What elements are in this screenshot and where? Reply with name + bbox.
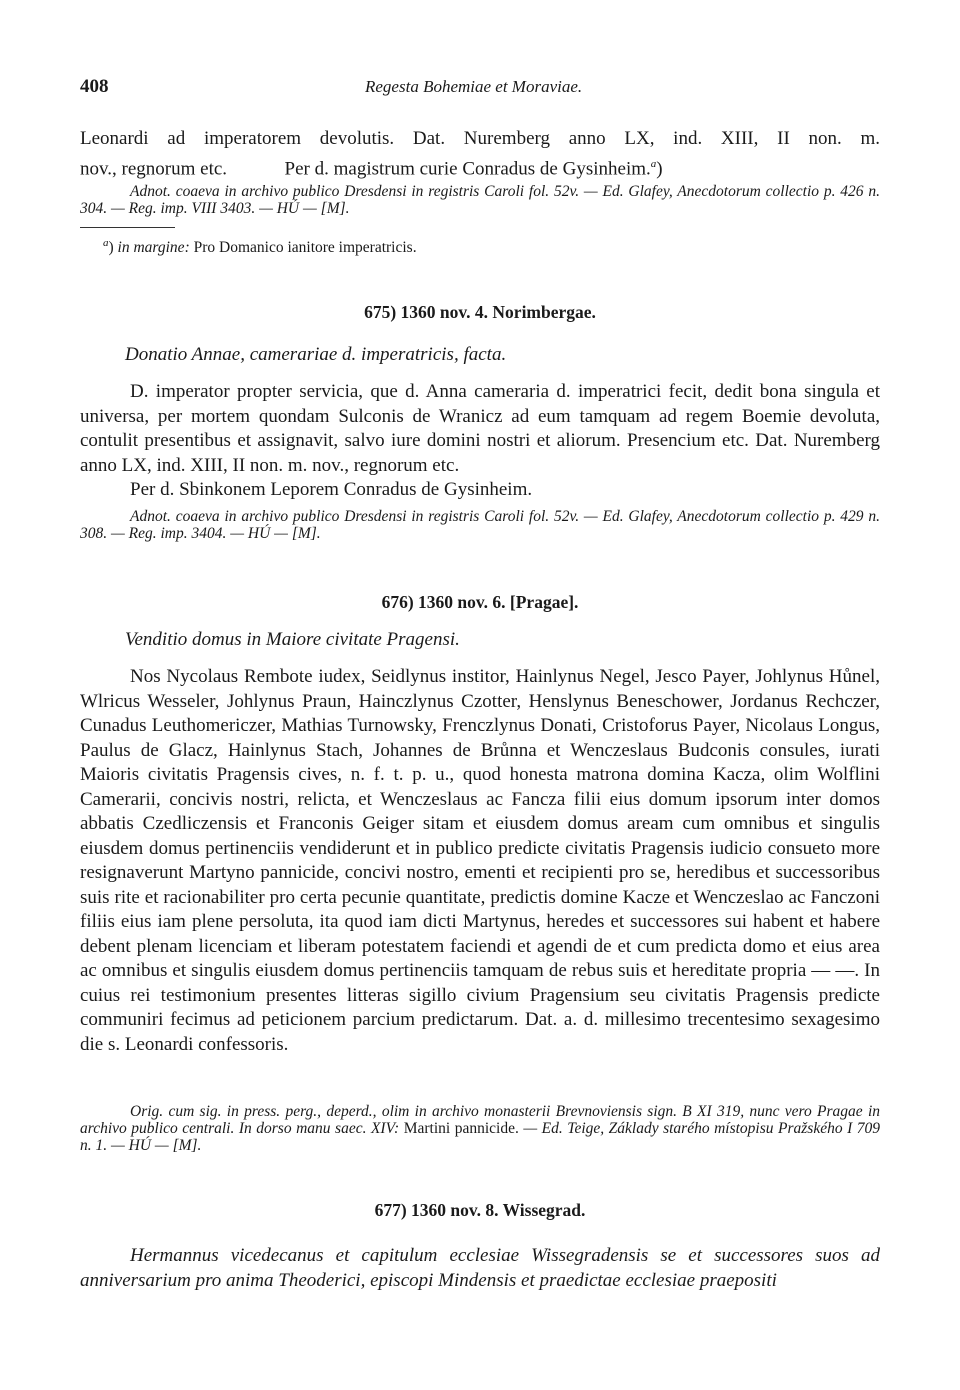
page-number: 408 <box>80 76 109 97</box>
entry-674-tail <box>80 127 880 181</box>
entry-677-heading: 677) 1360 nov. 8. Wissegrad. <box>374 1200 586 1220</box>
page-header <box>80 76 880 102</box>
entry-675-heading-block <box>80 302 880 323</box>
entry-674-text-line2a: nov., regnorum etc. <box>80 157 228 179</box>
entry-677-regest: Hermannus vicedecanus et capitulum ecclesiae Wissegradensis se et successores suos ad anniversarium pro anima Theoderici, episcopi Mindensis et praedictae ecclesiae praepositi <box>80 1245 880 1291</box>
entry-676-note-c: — Ed. Teige, Základy starého místopisu Pražského I 709 n. 1. — HÚ — [M]. <box>80 1120 881 1154</box>
entry-674-footnote <box>80 235 880 256</box>
entry-674-edition-note: Adnot. coaeva in archivo publico Dresdensi in registris Caroli fol. 52v. — Ed. Glafey, Anecdotorum collectio p. 426 n. 304. — Reg. imp. VIII 3403. — HÚ — [M]. <box>80 183 880 217</box>
entry-676-body <box>80 665 880 1057</box>
footnote: $^a$) in margine: Pro Domanico ianitore imperatricis. <box>103 237 417 257</box>
footnote-ref: a <box>650 157 657 170</box>
footnote-marker: a <box>103 237 109 249</box>
entry-676-regest: Venditio domus in Maiore civitate Pragensi. <box>125 629 460 650</box>
entry-675-heading: 675) 1360 nov. 4. Norimbergae. <box>364 302 596 322</box>
footnote-italic: in margine: <box>117 239 190 257</box>
entry-675-note-block <box>80 508 880 542</box>
entry-675-body-p1: D. imperator propter servicia, que d. Anna cameraria d. imperatrici fecit, dedit bona singula et universa, per mortem quondam Sulconis de Wranicz ad eum tamquam ad regem Boemie devoluta, contulit presentibus et assignavit, salvo iure domini nostri et aliorum. Presencium etc. Dat. Nuremberg anno LX, ind. XIII, II non. m. nov., regnorum etc. <box>80 381 880 476</box>
entry-675-regest-block <box>80 342 880 367</box>
entry-676-body-text: Nos Nycolaus Rembote iudex, Seidlynus institor, Hainlynus Negel, Jesco Payer, Johlynus Hůnel, Wlricus Wesseler, Johlynus Praun, Hainczlynus Czotter, Henslynus Beneschower, Jordanus Rechczer, Cunadus Leuthomericzer, Mathias Turnowsky, Frenczlynus Donati, Cristoforus Payer, Nicolaus Longus, Paulus de Glacz, Hainlynus Stach, Johannes de Brůnna et Wenczeslaus Budconis consules, iurati Maioris civitatis Pragensis cives, n. f. t. p. u., quod honesta matrona domina Kacza, olim Wolflini Camerarii, concivis nostri, relicta, et Wenczeslaus ac Fancza filii eius domum ipsorum inter domos abbatis Czedliczensis et Franconis Geiger sitam et eiusdem domus aream cum omnibus et singulis eiusdem domus pertinenciis vendiderunt et in publico predicte civitatis Pragensis iudicio consueto more resignaverunt Martyno pannicide, concivi nostro, ementi et recipienti pro se, heredibus et successoribus suis rite et racionabiliter pro certa pecunie quantitate, predictis domine Kacze et Wenczeslao ac Fanczoni filiis eius iam plene persoluta, ita quod iam dicti Martynus, heredes et successores sui habent et habere debent plenam licenciam et liberam potestatem faciendi et agendi de et cum predicta domo et eius area ac omnibus et singulis eiusdem domus pertinenciis tamquam de rebus suis et hereditate propria — —. In cuius rei testimonium presentes litteras sigillo civium Pragensium seu civitatis Pragensis predicte communiri fecimus ad peticionem parcium predictarum. Dat. a. d. millesimo trecentesimo sexagesimo die s. Leonardi confessoris. <box>80 666 880 1055</box>
entry-676-heading: 676) 1360 nov. 6. [Pragae]. <box>381 592 579 612</box>
entry-674-note <box>80 183 880 217</box>
footnote-text: Pro Domanico ianitore imperatricis. <box>193 239 417 257</box>
footnote-rule <box>80 227 175 228</box>
entry-674-text-line2: nov., regnorum etc. Per d. magistrum curie Conradus de Gysinheim.$^a$) <box>80 157 663 179</box>
entry-677-regest-block <box>80 1243 880 1293</box>
entry-676-regest-block <box>80 627 880 652</box>
entry-674-text-line2b: Per d. magistrum curie Conradus de Gysinheim. <box>284 157 651 179</box>
entry-675-body-p2: Per d. Sbinkonem Leporem Conradus de Gysinheim. <box>130 479 533 500</box>
entry-676-note-block <box>80 1103 880 1154</box>
entry-674-text-line1: Leonardi ad imperatorem devolutis. Dat. Nuremberg anno LX, ind. XIII, II non. m. <box>80 128 880 149</box>
entry-675-body <box>80 380 880 503</box>
entry-675-regest: Donatio Annae, camerariae d. imperatricis, facta. <box>125 344 507 365</box>
entry-676-note-a: Orig. cum sig. in press. perg., deperd., olim in archivo monasterii Brevnoviensis sign. B XI 319, nunc vero Pragae in archivo publico centrali. In dorso manu saec. XIV: <box>80 1103 880 1137</box>
entry-675-edition-note: Adnot. coaeva in archivo publico Dresdensi in registris Caroli fol. 52v. — Ed. Glafey, Anecdotorum collectio p. 429 n. 308. — Reg. imp. 3404. — HÚ — [M]. <box>80 508 880 542</box>
entry-676-heading-block <box>80 592 880 613</box>
entry-676-edition-note <box>80 1103 880 1154</box>
entry-676-note-b: Martini pannicide. <box>403 1120 519 1137</box>
entry-677-heading-block <box>80 1200 880 1221</box>
running-title: Regesta Bohemiae et Moraviae. <box>365 77 583 96</box>
